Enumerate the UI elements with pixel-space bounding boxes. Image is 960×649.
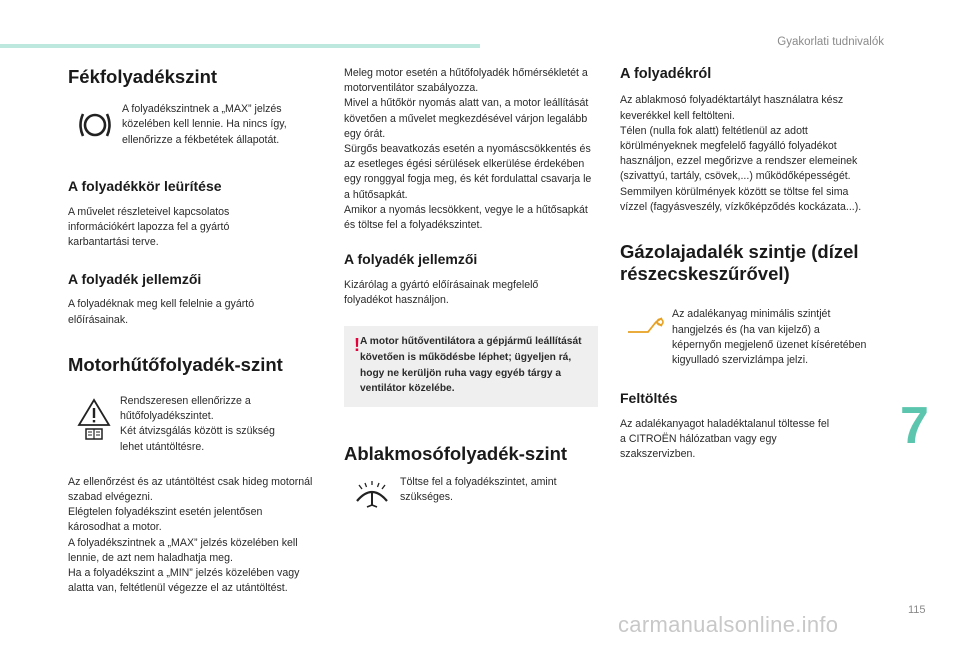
header-accent-bar	[0, 44, 480, 48]
coolant-icon-text: Rendszeresen ellenőrizze a hűtőfolyadékszintet. Két átvizsgálás között is szükség lehet utántöltésre.	[120, 394, 275, 453]
coolant-spec-text: Kizárólag a gyártó előírásainak megfelelő folyadékot használjon.	[344, 279, 539, 307]
section-title: Gyakorlati tudnivalók	[777, 36, 884, 48]
washer-fluid-text: Töltse fel a folyadékszintet, amint szükséges.	[400, 476, 557, 504]
brake-warning-icon	[68, 102, 122, 148]
middle-column	[344, 66, 600, 515]
dpf-additive-icon	[620, 307, 672, 343]
right-column	[620, 66, 880, 463]
coolant-block	[68, 394, 326, 455]
coolant-heading: Motorhűtőfolyadék-szint	[68, 353, 283, 375]
watermark-text: carmanualsonline.info	[618, 612, 839, 637]
warm-engine-text: Meleg motor esetén a hűtőfolyadék hőmérsékletét a motorventilátor szabályozza. Mivel a hűtőkör nyomás alatt van, a motor leállítását követően a művelet megkezdésével várjon legalább egy órát. Sürgős beavatkozás esetén a nyomáscsökkentés és az esetleges égési sérülések elkerülése érdekében egy ronggyal fogja meg, és két fordulattal csavarja le a hűtősapkát. Amikor a nyomás lecsökkent, vegye le a hűtősapkát és töltse fel a folyadékszintet.	[344, 67, 592, 232]
left-column	[68, 66, 326, 596]
brake-fluid-spec-text: A folyadéknak meg kell felelnie a gyártó előírásainak.	[68, 298, 255, 326]
diesel-additive-heading: Gázolajadalék szintje (dízel részecskeszűrővel)	[620, 241, 859, 285]
coolant-text: Az ellenőrzést és az utántöltést csak hideg motornál szabad elvégezni. Elégtelen folyadékszint esetén jelentősen károsodhat a motor. A folyadékszintnek a „MAX” jelzés közelében kell lennie, de azt nem haladhatja meg. Ha a folyadékszint a „MIN” jelzés közelében vagy alatta van, feltétlenül végezze el az utántöltést.	[68, 475, 313, 595]
fluid-info-text: Az ablakmosó folyadéktartályt használatra kész keverékkel kell feltölteni. Télen (nulla fok alatt) feltétlenül az adott körülményeknek megfelelő fagyálló folyadékot használjon, ezzel megőrizve a rendszer elemeinek (szivattyú, tartály, csövek,...) működőképességét. Semmilyen körülmények között se töltse fel sima vízzel (fagyásveszély, vízkőképződés kockázata...).	[620, 94, 862, 213]
fan-warning-text: A motor hűtőventilátora a gépjármű leállítását követően is működésbe léphet; ügyeljen rá, hogy ne kerüljön ruha vagy egyéb tárgy a ventilátor közelébe.	[360, 336, 582, 395]
refill-heading: Feltöltés	[620, 390, 678, 407]
washer-fluid-block	[344, 475, 600, 515]
fluid-drain-heading: A folyadékkör leürítése	[68, 178, 222, 195]
fluid-drain-text: A művelet részleteivel kapcsolatos információkért lapozza fel a gyártó karbantartási terve.	[68, 205, 230, 249]
coolant-spec-heading: A folyadék jellemzői	[344, 251, 478, 268]
refill-text: Az adalékanyagot haladéktalanul töltesse fel a CITROËN hálózatban vagy egy szakszervizben.	[620, 418, 830, 461]
washer-fluid-heading: Ablakmosófolyadék-szint	[344, 442, 568, 464]
fluid-info-heading: A folyadékról	[620, 66, 712, 82]
brake-fluid-block	[68, 102, 326, 148]
brake-fluid-heading: Fékfolyadékszint	[68, 66, 218, 87]
hot-engine-warning-icon	[68, 394, 120, 444]
page-number: 115	[908, 604, 926, 616]
brake-fluid-spec-heading: A folyadék jellemzői	[68, 270, 202, 287]
chapter-number: 7	[900, 397, 929, 455]
washer-fluid-icon	[344, 475, 400, 515]
diesel-additive-text: Az adalékanyag minimális szintjét hangjelzés és (ha van kijelző) a képernyőn megjelenő üzenet kíséretében kigyulladó szervizlámpa jelzi.	[672, 308, 867, 366]
warning-mark-icon: !	[354, 335, 360, 356]
brake-fluid-text: A folyadékszintnek a „MAX” jelzés közelében kell lennie. Ha nincs így, ellenőrizze a fékbetétek állapotát.	[122, 103, 287, 146]
diesel-additive-block	[620, 307, 880, 368]
fan-warning-box	[344, 326, 598, 406]
